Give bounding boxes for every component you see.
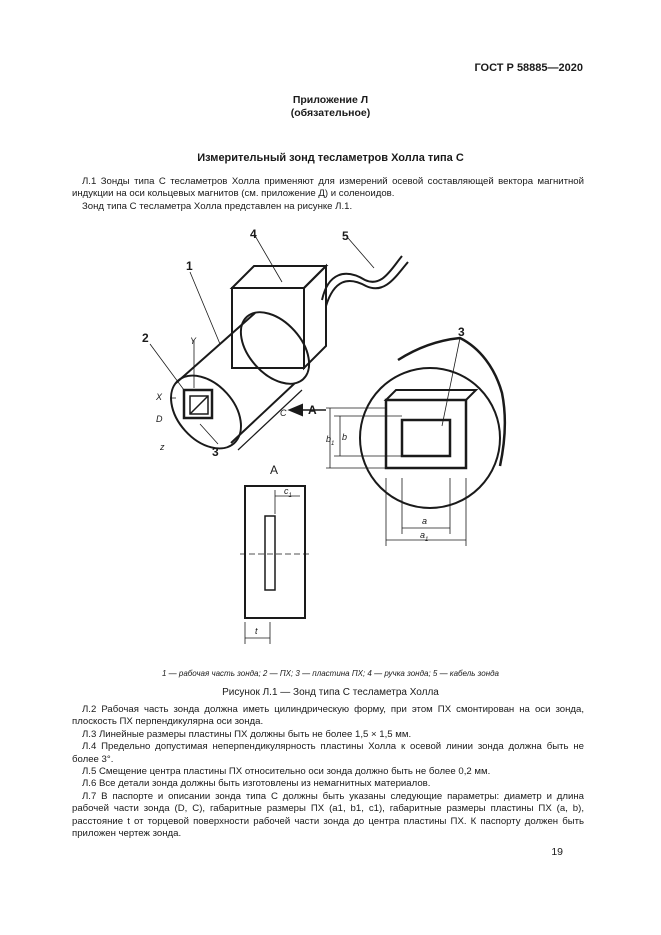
probe-drawing (130, 228, 530, 648)
label-4: 4 (250, 228, 257, 241)
label-5: 5 (342, 229, 349, 243)
intro-section (72, 176, 584, 213)
diameter-label: D (156, 414, 163, 424)
figure-caption: Рисунок Л.1 — Зонд типа С тесламетра Холла (222, 687, 439, 698)
dim-c1-label: $c_1$ (284, 486, 292, 499)
annex-title: Приложение Л (292, 94, 369, 106)
annex-status: (обязательное) (290, 107, 371, 119)
dim-t-label: t (255, 626, 258, 636)
view-a-label: A (270, 463, 279, 477)
dim-a1-label: $a_1$ (420, 530, 429, 543)
dim-b-label: b (342, 432, 348, 442)
body-section (72, 704, 584, 840)
probe-front-view (360, 338, 505, 508)
annex-heading: Измерительный зонд тесламетров Холла типа С (197, 152, 464, 164)
standard-number: ГОСТ Р 58885—2020 (474, 62, 583, 74)
dim-a-label: a (422, 516, 428, 526)
paragraph-l2: Л.2 Рабочая часть зонда должна иметь цилиндрическую форму, при этом ПХ смонтирован на оси зонда, плоскость ПХ перпендикулярна оси зонда. (72, 704, 584, 728)
paragraph-l5: Л.5 Смещение центра пластины ПХ относительно оси зонда должно быть не более 0,2 мм. (82, 766, 491, 778)
probe-working-part (157, 299, 322, 462)
arrow-a-label: A (308, 403, 317, 417)
paragraph-l3: Л.3 Линейные размеры пластины ПХ должны быть не более 1,5 × 1,5 мм. (82, 728, 412, 740)
label-3-right: 3 (458, 325, 465, 339)
page-number: 19 (551, 846, 563, 858)
paragraph-l7: Л.7 В паспорте и описании зонда типа С должны быть указаны следующие параметры: диаметр и длина рабочей части зонда (D, C), габаритные размеры ПХ (a1, b1, c1), габаритные размеры пластины ПХ (a, b), расстояние t от торцевой поверхности рабочей части зонда до центра пластины ПХ. К паспорту должен быть приложен чертеж зонда. (72, 790, 584, 840)
length-label: C (280, 408, 287, 418)
axis-z-label: z (160, 442, 165, 452)
paragraph-l1: Л.1 Зонды типа С тесламетров Холла применяют для измерений осевой составляющей вектора магнитной индукции на оси кольцевых магнитов (см. приложение Д) и соленоидов. (72, 176, 584, 200)
paragraph-l6: Л.6 Все детали зонда должны быть изготовлены из немагнитных материалов. (82, 778, 431, 790)
figure-legend: 1 — рабочая часть зонда; 2 — ПХ; 3 — пластина ПХ; 4 — ручка зонда; 5 — кабель зонда (161, 669, 499, 678)
dim-b1-label: $b_1$ (326, 434, 335, 447)
paragraph-l4: Л.4 Предельно допустимая неперпендикулярность пластины Холла к осевой линии зонда должна быть не более 3°. (72, 741, 584, 765)
paragraph-figure-ref: Зонд типа С тесламетра Холла представлен на рисунке Л.1. (82, 200, 353, 212)
axis-x-label: X (156, 392, 163, 402)
probe-cable (322, 256, 402, 300)
label-2: 2 (142, 331, 149, 345)
label-3-left: 3 (212, 445, 219, 459)
axis-y-label: Y (190, 336, 197, 346)
label-1: 1 (186, 259, 193, 273)
